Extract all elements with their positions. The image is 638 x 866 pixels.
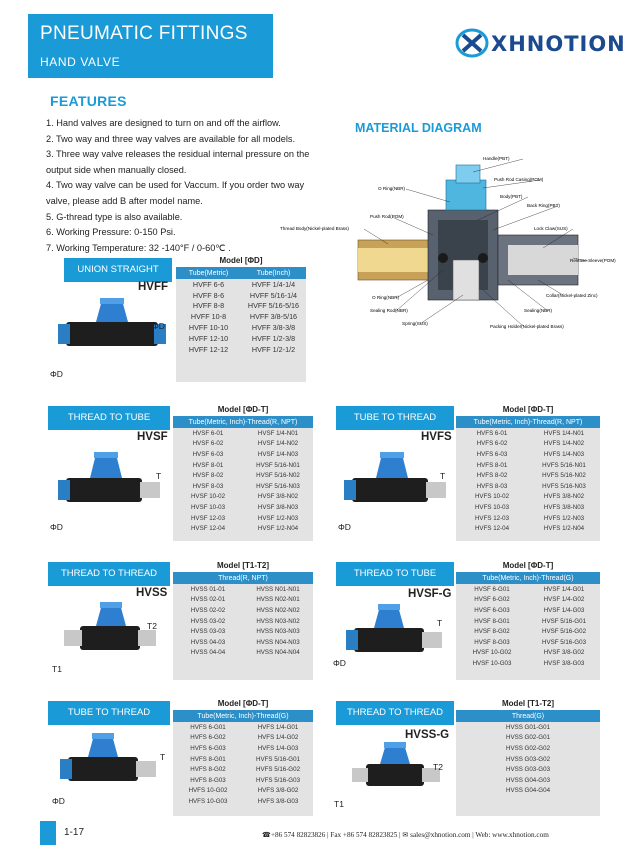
model-code: HVFS bbox=[421, 431, 452, 443]
features-title: FEATURES bbox=[50, 93, 127, 109]
model-table bbox=[456, 560, 600, 680]
logo-mark-icon bbox=[455, 26, 489, 60]
table-cell: HVFF 8-6 bbox=[192, 290, 225, 300]
table-row bbox=[173, 584, 313, 595]
table-cell: HVSF 3/8-N02 bbox=[257, 493, 299, 501]
table-cell: HVFS 12-04 bbox=[474, 525, 510, 533]
table-cell: HVFS 3/8-N03 bbox=[543, 503, 585, 511]
dimension-label: T bbox=[156, 471, 162, 481]
column-header: Tube(Metric) bbox=[188, 269, 229, 277]
model-table-title: Model [ΦD-T] bbox=[456, 404, 600, 416]
table-cell: HVSS 03-03 bbox=[190, 628, 226, 636]
table-cell: HVSF 1/4-N01 bbox=[257, 429, 299, 437]
table-cell: HVSF 8-01 bbox=[192, 461, 224, 469]
callout-label: Sealing Rod(NBR) bbox=[370, 308, 408, 313]
feature-item: 1. Hand valves are designed to turn on and off the airflow. bbox=[46, 118, 281, 128]
column-header: Tube(Metric, Inch)-Thread(G) bbox=[197, 712, 289, 720]
table-row bbox=[176, 290, 306, 301]
table-cell: HVSF 12-03 bbox=[190, 514, 226, 522]
table-row bbox=[176, 333, 306, 344]
table-row bbox=[173, 796, 313, 807]
table-cell: HVFS 3/8-G02 bbox=[257, 787, 299, 795]
table-cell: HVFS 5/16-N01 bbox=[542, 461, 586, 469]
valve-product-image bbox=[62, 598, 158, 668]
table-cell: HVFS 10-G02 bbox=[188, 787, 228, 795]
table-cell: HVSF 10-G02 bbox=[472, 649, 512, 657]
model-table bbox=[173, 404, 313, 541]
table-cell: HVFS 5/16-G01 bbox=[255, 755, 301, 763]
callout-label: O Ring(NBR) bbox=[372, 295, 400, 300]
table-cell: HVFS 6-G03 bbox=[190, 744, 226, 752]
table-cell: HVSF 1/4-G03 bbox=[543, 606, 585, 614]
table-cell: HVSF 5/16-G01 bbox=[541, 617, 587, 625]
table-row bbox=[173, 743, 313, 754]
table-row bbox=[456, 722, 600, 733]
table-row bbox=[456, 733, 600, 744]
table-cell: HVSF 1/4-G02 bbox=[543, 596, 585, 604]
panel-label-thread-to-thread: THREAD TO THREAD bbox=[336, 701, 454, 725]
valve-product-image bbox=[58, 727, 158, 799]
table-cell: HVSF 6-G03 bbox=[474, 606, 510, 614]
table-cell: HVFS 1/4-G02 bbox=[257, 734, 299, 742]
table-row bbox=[456, 470, 600, 481]
column-header: Tube(Metric, Inch)-Thread(G) bbox=[482, 574, 574, 582]
table-cell: HVFF 12-12 bbox=[188, 344, 229, 354]
table-cell: HVSS N02-N01 bbox=[256, 596, 300, 604]
table-cell: HVFS 8-01 bbox=[476, 461, 508, 469]
table-cell: HVFS 5/16-G02 bbox=[255, 766, 301, 774]
table-row bbox=[456, 626, 600, 637]
table-row bbox=[176, 311, 306, 322]
page-number-marker bbox=[40, 821, 56, 845]
page-number: 1-17 bbox=[64, 827, 85, 838]
table-row bbox=[456, 743, 600, 754]
table-cell: HVSS 02-01 bbox=[190, 596, 226, 604]
table-row bbox=[456, 637, 600, 648]
table-cell: HVSF 1/4-N02 bbox=[257, 440, 299, 448]
table-row bbox=[173, 648, 313, 659]
table-cell: HVSF 3/8-G02 bbox=[543, 649, 585, 657]
model-table-header bbox=[456, 572, 600, 584]
table-cell: HVFS 5/16-G03 bbox=[255, 776, 301, 784]
table-cell: HVSF 1/4-N03 bbox=[257, 450, 299, 458]
column-header: Tube(Metric, Inch)-Thread(R, NPT) bbox=[473, 418, 583, 426]
callout-label: Release Sleeve(POM) bbox=[570, 258, 616, 263]
table-cell: HVSF 8-G01 bbox=[474, 617, 510, 625]
model-code: HVFF bbox=[138, 281, 169, 293]
table-row bbox=[456, 754, 600, 765]
dimension-label: T bbox=[440, 471, 446, 481]
table-row bbox=[456, 481, 600, 492]
table-cell: HVSS G02-G02 bbox=[505, 744, 551, 752]
table-cell: HVFS 10-G03 bbox=[188, 797, 228, 805]
callout-label: Spring(SUS) bbox=[402, 321, 428, 326]
table-cell: HVSF 6-03 bbox=[192, 450, 224, 458]
table-cell: HVSS 04-03 bbox=[190, 638, 226, 646]
table-cell: HVSF 10-02 bbox=[190, 493, 226, 501]
table-row bbox=[176, 301, 306, 312]
callout-label: Body(PBT) bbox=[500, 194, 523, 199]
column-header: Thread(R, NPT) bbox=[218, 574, 268, 582]
table-row bbox=[173, 523, 313, 534]
table-cell: HVSF 3/8-G03 bbox=[543, 659, 585, 667]
table-cell: HVSS G04-G03 bbox=[505, 776, 551, 784]
table-row bbox=[173, 481, 313, 492]
dimension-label: T1 bbox=[52, 664, 62, 674]
table-cell: HVSS 01-01 bbox=[190, 585, 226, 593]
callout-label: Push Rod(POM) bbox=[370, 214, 404, 219]
callout-label: Back Ring(PBT) bbox=[527, 203, 560, 208]
dimension-label: T2 bbox=[147, 621, 157, 631]
table-row bbox=[173, 764, 313, 775]
column-header: Tube(Inch) bbox=[256, 269, 291, 277]
table-row bbox=[456, 449, 600, 460]
model-table-title: Model [T1-T2] bbox=[456, 698, 600, 710]
table-row bbox=[456, 658, 600, 669]
page-header bbox=[28, 14, 273, 78]
table-cell: HVSF 5/16-G02 bbox=[541, 628, 587, 636]
table-cell: HVSS N01-N01 bbox=[256, 585, 300, 593]
table-cell: HVFF 6-6 bbox=[192, 279, 225, 289]
valve-product-image bbox=[350, 738, 442, 802]
callout-label: O Ring(NBR) bbox=[378, 186, 406, 191]
table-cell: HVFF 3/8-5/16 bbox=[249, 312, 298, 322]
table-row bbox=[173, 626, 313, 637]
panel-label-thread-to-tube: THREAD TO TUBE bbox=[336, 562, 454, 586]
table-row bbox=[173, 502, 313, 513]
dimension-label: T bbox=[437, 618, 443, 628]
dimension-label: ΦD bbox=[338, 522, 351, 532]
table-cell: HVSS N04-N03 bbox=[256, 638, 300, 646]
feature-item: 6. Working Pressure: 0-150 Psi. bbox=[46, 227, 176, 238]
model-table bbox=[173, 560, 313, 680]
table-cell: HVSS N02-N02 bbox=[256, 606, 300, 614]
callout-label: Handle(PBT) bbox=[483, 156, 510, 161]
table-cell: HVSF 6-02 bbox=[192, 440, 224, 448]
table-row bbox=[173, 492, 313, 503]
table-row bbox=[456, 523, 600, 534]
table-row bbox=[176, 322, 306, 333]
table-row bbox=[456, 502, 600, 513]
table-cell: HVSF 6-G01 bbox=[474, 585, 510, 593]
table-cell: HVFS 3/8-N02 bbox=[543, 493, 585, 501]
table-row bbox=[173, 733, 313, 744]
material-diagram bbox=[278, 140, 618, 340]
table-cell: HVFS 6-01 bbox=[476, 429, 508, 437]
model-code: HVSF-G bbox=[408, 588, 452, 600]
table-cell: HVFS 1/2-N03 bbox=[543, 514, 585, 522]
callout-label: Lock Claw(SUS) bbox=[534, 226, 568, 231]
model-table-header bbox=[456, 710, 600, 722]
brand-logo bbox=[455, 26, 626, 60]
contact-info: ☎+86 574 82823826 | Fax +86 574 82823825 | ✉ sales@xhnotion.com | Web: www.xhnotion.com bbox=[262, 831, 549, 839]
table-row bbox=[456, 460, 600, 471]
table-row bbox=[173, 513, 313, 524]
table-cell: HVFS 10-02 bbox=[474, 493, 510, 501]
table-cell: HVSS G04-G04 bbox=[505, 787, 551, 795]
table-cell: HVSF 8-03 bbox=[192, 482, 224, 490]
model-code: HVSS bbox=[136, 587, 168, 599]
model-table-header bbox=[456, 416, 600, 428]
callout-label: Collar(Nickel-plated Zinc) bbox=[546, 293, 598, 298]
table-row bbox=[456, 584, 600, 595]
table-row bbox=[456, 616, 600, 627]
table-cell: HVFS 6-03 bbox=[476, 450, 508, 458]
valve-product-image bbox=[344, 600, 444, 668]
table-cell: HVFF 10-8 bbox=[190, 312, 227, 322]
table-cell: HVFS 6-G01 bbox=[190, 723, 226, 731]
table-row bbox=[456, 513, 600, 524]
panel-label-thread-to-tube: THREAD TO TUBE bbox=[48, 406, 170, 430]
dimension-label: T bbox=[160, 752, 166, 762]
table-cell: HVSF 12-04 bbox=[190, 525, 226, 533]
table-cell: HVFS 1/4-G01 bbox=[257, 723, 299, 731]
model-code: HVSF bbox=[137, 431, 168, 443]
feature-item: 3. Three way valve releases the residual internal pressure on the output side when manually closed. bbox=[46, 149, 310, 175]
table-cell: HVSF 8-02 bbox=[192, 472, 224, 480]
table-row bbox=[173, 439, 313, 450]
table-cell: HVSF 10-03 bbox=[190, 503, 226, 511]
table-cell: HVFS 1/4-N02 bbox=[543, 440, 585, 448]
model-code: HVSS-G bbox=[405, 729, 450, 741]
table-cell: HVSF 6-01 bbox=[192, 429, 224, 437]
table-row bbox=[176, 344, 306, 355]
table-cell: HVFF 3/8-3/8 bbox=[251, 323, 296, 333]
table-row bbox=[173, 470, 313, 481]
table-row bbox=[456, 786, 600, 797]
table-cell: HVSF 10-G03 bbox=[472, 659, 512, 667]
table-row bbox=[173, 775, 313, 786]
column-header: Thread(G) bbox=[511, 712, 545, 720]
valve-product-image bbox=[56, 444, 164, 520]
table-cell: HVSS G02-G01 bbox=[505, 734, 551, 742]
table-row bbox=[456, 428, 600, 439]
model-table-header bbox=[176, 267, 306, 279]
model-table-title: Model [ΦD-T] bbox=[456, 560, 600, 572]
model-table-header bbox=[173, 710, 313, 722]
table-cell: HVSF 1/2-N04 bbox=[257, 525, 299, 533]
table-cell: HVFS 8-G02 bbox=[190, 766, 226, 774]
table-cell: HVFF 5/16-5/16 bbox=[247, 301, 300, 311]
dimension-label: ΦD bbox=[50, 522, 63, 532]
callout-label: Sealing(NBR) bbox=[524, 308, 553, 313]
table-cell: HVFS 6-G02 bbox=[190, 734, 226, 742]
table-row bbox=[176, 279, 306, 290]
table-cell: HVFS 10-03 bbox=[474, 503, 510, 511]
table-row bbox=[173, 428, 313, 439]
table-row bbox=[173, 722, 313, 733]
valve-product-image bbox=[342, 444, 450, 520]
table-row bbox=[173, 595, 313, 606]
table-cell: HVSF 3/8-N03 bbox=[257, 503, 299, 511]
table-cell: HVFF 8-8 bbox=[192, 301, 225, 311]
table-cell: HVSS N03-N03 bbox=[256, 628, 300, 636]
table-cell: HVFS 1/4-N01 bbox=[543, 429, 585, 437]
model-table bbox=[176, 255, 306, 382]
model-table-title: Model [ΦD-T] bbox=[173, 698, 313, 710]
callout-label: Packing Holder(Nickel-plated Brass) bbox=[490, 324, 564, 329]
table-cell: HVFF 1/4-1/4 bbox=[251, 279, 296, 289]
table-cell: HVSS G03-G03 bbox=[505, 766, 551, 774]
table-row bbox=[456, 605, 600, 616]
brand-name: XHNOTION bbox=[491, 32, 626, 56]
table-row bbox=[456, 648, 600, 659]
table-cell: HVSF 8-G03 bbox=[474, 638, 510, 646]
table-cell: HVFF 1/2-3/8 bbox=[251, 333, 296, 343]
table-cell: HVSF 5/16-N03 bbox=[256, 482, 300, 490]
table-row bbox=[173, 616, 313, 627]
table-row bbox=[456, 764, 600, 775]
table-cell: HVFF 10-10 bbox=[188, 323, 229, 333]
table-row bbox=[173, 786, 313, 797]
table-row bbox=[173, 754, 313, 765]
table-row bbox=[456, 492, 600, 503]
table-cell: HVSF 5/16-N01 bbox=[256, 461, 300, 469]
model-table-title: Model [ΦD] bbox=[176, 255, 306, 267]
feature-item: 4. Two way valve can be used for Vaccum. If you order two way valve, please add B after model name. bbox=[46, 180, 305, 206]
table-cell: HVSF 1/4-G01 bbox=[543, 585, 585, 593]
table-cell: HVSF 1/2-N03 bbox=[257, 514, 299, 522]
table-cell: HVFS 1/2-N04 bbox=[543, 525, 585, 533]
table-cell: HVFS 1/4-N03 bbox=[543, 450, 585, 458]
table-cell: HVSS 04-04 bbox=[190, 649, 226, 657]
feature-item: 5. G-thread type is also available. bbox=[46, 211, 183, 222]
callout-label: Push Rod Casing(POM) bbox=[494, 177, 544, 182]
dimension-label: ΦD bbox=[50, 369, 63, 379]
dimension-label: T1 bbox=[334, 799, 344, 809]
dimension-label: T2 bbox=[433, 762, 443, 772]
table-cell: HVSS 02-02 bbox=[190, 606, 226, 614]
table-cell: HVSS G03-G02 bbox=[505, 755, 551, 763]
model-table bbox=[173, 698, 313, 816]
table-cell: HVSS G01-G01 bbox=[505, 723, 551, 731]
table-cell: HVSF 8-G02 bbox=[474, 628, 510, 636]
table-cell: HVSS 03-02 bbox=[190, 617, 226, 625]
table-cell: HVFS 8-02 bbox=[476, 472, 508, 480]
table-cell: HVFS 12-03 bbox=[474, 514, 510, 522]
model-table bbox=[456, 404, 600, 541]
table-row bbox=[456, 595, 600, 606]
feature-item: 7. Working Temperature: 32 -140°F / 0-60℃ . bbox=[46, 242, 231, 253]
table-cell: HVSF 5/16-G03 bbox=[541, 638, 587, 646]
material-diagram-title: MATERIAL DIAGRAM bbox=[355, 121, 482, 135]
dimension-label: ΦD bbox=[52, 796, 65, 806]
table-cell: HVFS 3/8-G03 bbox=[257, 797, 299, 805]
dimension-label: ΦD bbox=[333, 658, 346, 668]
callout-label: Thread Body(Nickel-plated Brass) bbox=[280, 226, 349, 231]
model-table-header bbox=[173, 416, 313, 428]
dimension-label: ΦD bbox=[152, 321, 165, 331]
page-subtitle: HAND VALVE bbox=[40, 55, 121, 69]
table-cell: HVFS 5/16-N03 bbox=[542, 482, 586, 490]
table-cell: HVFF 1/2-1/2 bbox=[251, 344, 296, 354]
table-cell: HVFS 8-G03 bbox=[190, 776, 226, 784]
column-header: Tube(Metric, Inch)-Thread(R, NPT) bbox=[188, 418, 298, 426]
panel-label-tube-to-thread: TUBE TO THREAD bbox=[336, 406, 454, 430]
table-row bbox=[173, 460, 313, 471]
table-row bbox=[456, 775, 600, 786]
table-cell: HVFF 5/16-1/4 bbox=[249, 290, 298, 300]
feature-item: 2. Two way and three way valves are available for all models. bbox=[46, 133, 296, 144]
table-cell: HVFF 12-10 bbox=[188, 333, 229, 343]
table-cell: HVFS 5/16-N02 bbox=[542, 472, 586, 480]
table-cell: HVSF 6-G02 bbox=[474, 596, 510, 604]
page-title: PNEUMATIC FITTINGS bbox=[40, 23, 248, 44]
table-cell: HVFS 1/4-G03 bbox=[257, 744, 299, 752]
model-table-title: Model [ΦD-T] bbox=[173, 404, 313, 416]
table-cell: HVFS 8-03 bbox=[476, 482, 508, 490]
panel-label-tube-to-thread: TUBE TO THREAD bbox=[48, 701, 170, 725]
table-cell: HVFS 8-G01 bbox=[190, 755, 226, 763]
model-table-title: Model [T1-T2] bbox=[173, 560, 313, 572]
table-row bbox=[173, 449, 313, 460]
table-row bbox=[173, 605, 313, 616]
table-cell: HVSF 5/16-N02 bbox=[256, 472, 300, 480]
panel-label-thread-to-thread: THREAD TO THREAD bbox=[48, 562, 170, 586]
table-row bbox=[173, 637, 313, 648]
table-cell: HVFS 6-02 bbox=[476, 440, 508, 448]
panel-label-union-straight: UNION STRAIGHT bbox=[64, 258, 172, 282]
model-table bbox=[456, 698, 600, 816]
table-cell: HVSS N03-N02 bbox=[256, 617, 300, 625]
table-row bbox=[456, 439, 600, 450]
table-cell: HVSS N04-N04 bbox=[256, 649, 300, 657]
model-table-header bbox=[173, 572, 313, 584]
